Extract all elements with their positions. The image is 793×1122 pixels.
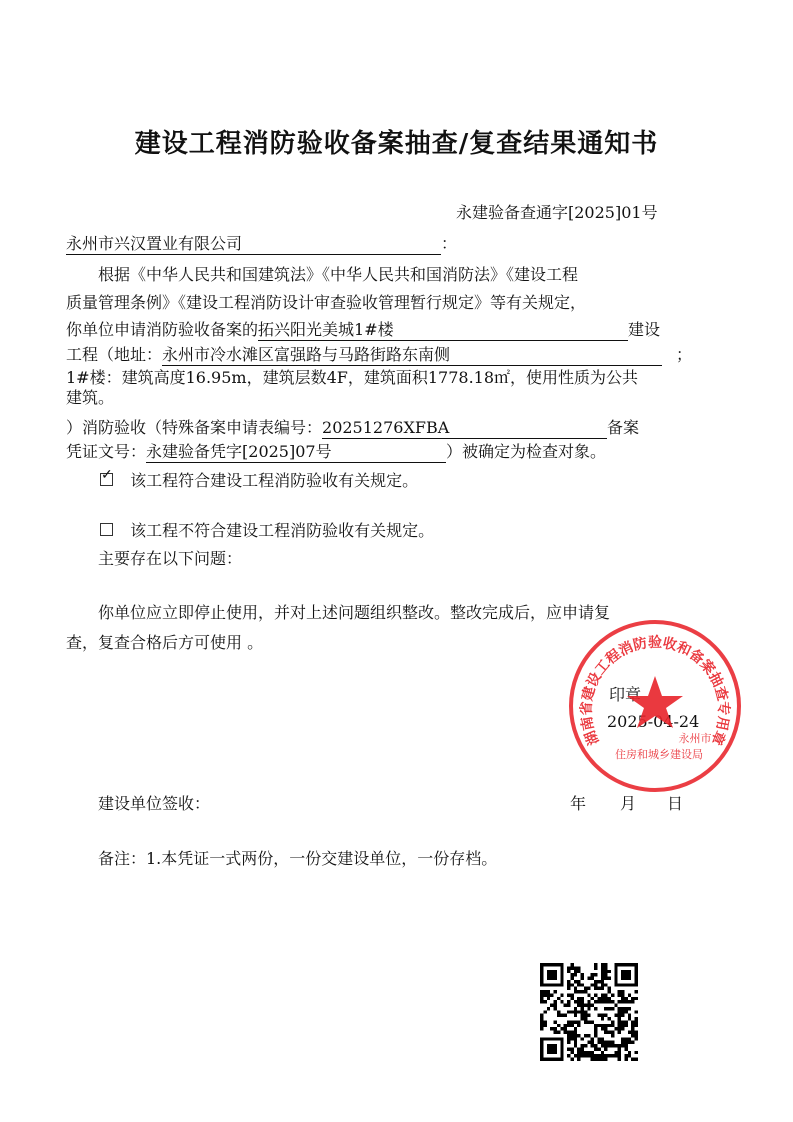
option-noncompliant[interactable] <box>100 521 434 541</box>
sign-year: 年 <box>570 794 587 813</box>
recipient-colon: ： <box>441 234 458 253</box>
compliant-checkbox[interactable] <box>100 467 113 486</box>
seal-star-icon <box>627 676 683 728</box>
project-address: 永州市冷水滩区富强路与马路街路东南侧 <box>162 345 662 366</box>
remark: 备注：1.本凭证一式两份，一份交建设单位，一份存档。 <box>98 849 498 868</box>
seal-label: 印章 <box>609 685 642 704</box>
cert-number: 永建验备凭字[2025]07号 <box>146 442 446 463</box>
building-type: 建筑。 <box>66 388 115 407</box>
issues-label: 主要存在以下问题： <box>98 549 243 568</box>
seal-date: 2025-04-24 <box>607 712 700 731</box>
official-seal <box>567 618 743 794</box>
project-name: 拓兴阳光美城1#楼 <box>258 320 628 341</box>
rectify-line-2: 查，复查合格后方可使用 。 <box>66 633 264 652</box>
form-number-prefix: ）消防验收（特殊备案申请表编号： <box>66 418 323 437</box>
building-info: 1#楼：建筑高度16.95m，建筑层数4F，建筑面积1778.18㎡，使用性质为公共 <box>66 368 639 387</box>
document-title: 建设工程消防验收备案抽查/复查结果通知书 <box>134 129 659 159</box>
seal-center-line-2: 住房和城乡建设局 <box>615 748 703 761</box>
cert-number-suffix: ）被确定为检查对象。 <box>446 442 607 461</box>
qr-code-icon <box>540 963 638 1061</box>
sign-label: 建设单位签收： <box>98 794 211 813</box>
body-line-3-prefix: 你单位申请消防验收备案的 <box>66 320 259 339</box>
body-line-1: 根据《中华人民共和国建筑法》《中华人民共和国消防法》《建设工程 <box>98 265 579 284</box>
recipient-name: 永州市兴汉置业有限公司 <box>66 234 441 255</box>
document-number: 永建验备查通字[2025]01号 <box>456 203 658 222</box>
option-compliant[interactable] <box>100 467 419 491</box>
cert-number-prefix: 凭证文号： <box>66 442 147 461</box>
checkmark-icon: ✓ <box>101 467 113 483</box>
compliant-label: 该工程符合建设工程消防验收有关规定。 <box>130 471 419 490</box>
sign-month: 月 <box>620 794 637 813</box>
body-line-2: 质量管理条例》《建设工程消防设计审查验收管理暂行规定》等有关规定， <box>66 293 587 312</box>
body-line-4-suffix: ； <box>676 345 693 364</box>
noncompliant-checkbox[interactable] <box>100 523 113 536</box>
seal-center-line-1: 永州市 <box>678 732 712 745</box>
body-line-4-prefix: 工程（地址： <box>66 345 163 364</box>
rectify-line-1: 你单位应立即停止使用，并对上述问题组织整改。整改完成后，应申请复 <box>98 603 611 622</box>
seal-ring-text: 湖南省建设工程消防验收和备案抽查专用章 <box>578 634 732 748</box>
form-number: 20251276XFBA <box>322 418 607 439</box>
body-line-3-suffix: 建设 <box>628 320 661 339</box>
noncompliant-label: 该工程不符合建设工程消防验收有关规定。 <box>130 521 435 540</box>
sign-day: 日 <box>667 794 684 813</box>
form-number-suffix: 备案 <box>607 418 640 437</box>
